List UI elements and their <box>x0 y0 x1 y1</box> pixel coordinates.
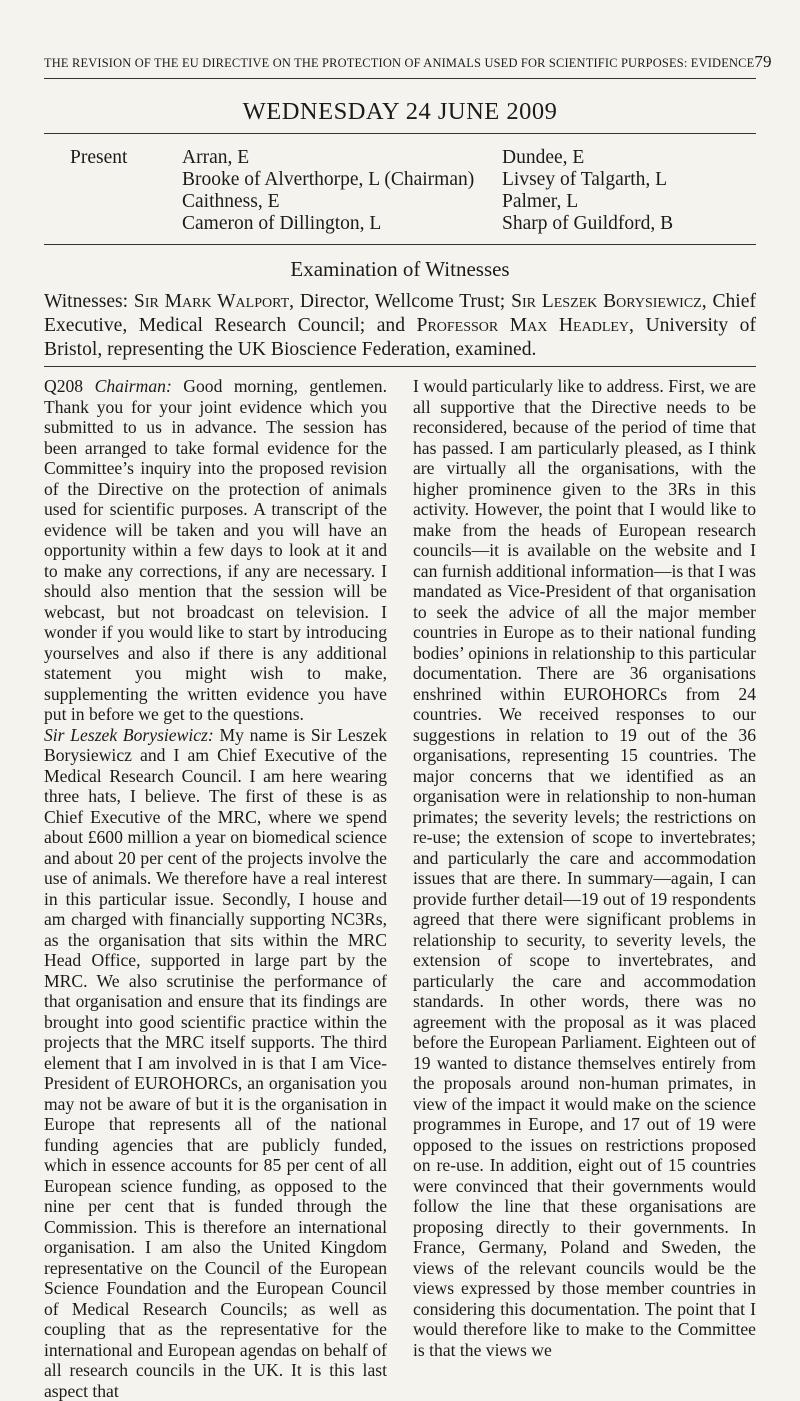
members-right-column <box>502 147 673 235</box>
section-heading: Examination of Witnesses <box>0 257 800 282</box>
question-text: Good morning, gentlemen. Thank you for your joint evidence which you submitted to us in advance. The session has been arranged to take formal evidence for the Committee’s inquiry into the proposed revision of the Directive on the protection of animals used for scientific purposes. A transcript of the evidence will be taken and you will have an opportunity within a few days to look at it and to make any corrections, if any are necessary. I should also mention that the session will be webcast, but not broadcast on television. I wonder if you would like to start by introducing yourselves and also if there is any additional statement you might wish to make, supplementing the written evidence you have put in before we get to the questions. <box>44 376 387 724</box>
witness-role: Chief Executive, Medical Research Council; and <box>44 291 756 336</box>
witnesses-lead: Witnesses: <box>44 291 128 312</box>
right-text-column <box>413 376 756 1360</box>
witness-role: Director, Wellcome Trust; <box>300 291 505 312</box>
member-name: Brooke of Alverthorpe, L (Chairman) <box>182 169 474 191</box>
member-name: Caithness, E <box>182 191 474 213</box>
present-label: Present <box>70 147 127 169</box>
member-name: Sharp of Guildford, B <box>502 213 673 235</box>
member-name: Palmer, L <box>502 191 673 213</box>
answer-continuation: I would particularly like to address. First, we are all supportive that the Directive needs to be reconsidered, because of the period of time that has passed. I am particularly pleased, as I think are virtually all the organisations, with the higher prominence given to the 3Rs in this activity. However, the point that I would like to make from the heads of European research councils—it is available on the website and I can furnish additional information—is that I was mandated as Vice-President of that organisation to seek the advice of all the major member countries in Europe as to their national funding bodies’ opinions in relationship to this particular documentation. There are 36 organisations enshrined within EUROHORCs from 24 countries. We received responses to our suggestions in relation to 19 out of the 36 organisations, representing 15 countries. The major concerns that we identified as an organisation were in relationship to non-human primates; the severity levels; the restrictions on re-use; the extension of scope to invertebrates; and particularly the care and accommodation issues that are there. In summary—again, I can provide further detail—19 out of 19 respondents agreed that there were significant problems in relationship to security, to severity levels, the extension of scope to invertebrates, and particularly the care and accommodation standards. In other words, there was no agreement with the proposal as it was placed before the European Parliament. Eighteen out of 19 wanted to distance themselves entirely from the proposals around non-human primates, in view of the impact it would make on the science programmes in Europe, and 17 out of 19 were opposed to the issues on restrictions proposed on re-use. In addition, eight out of 15 countries were convinced that their governments would follow the line that these organisations are proposing directly to their governments. In France, Germany, Poland and Sweden, the views of the relevant councils would be the views expressed by those member countries in considering this documentation. The point that I would therefore like to make to the Committee is that the views we <box>413 376 756 1360</box>
witness-name: Professor Max Headley, <box>417 315 634 336</box>
page-number: 79 <box>754 52 771 72</box>
question-number: Q208 <box>44 376 83 396</box>
witness-name: Sir Mark Walport, <box>134 291 294 312</box>
divider <box>44 133 756 134</box>
divider <box>44 366 756 367</box>
member-name: Dundee, E <box>502 147 673 169</box>
running-head-title: THE REVISION OF THE EU DIRECTIVE ON THE PROTECTION OF ANIMALS USED FOR SCIENTIFIC PURPOSES: EVIDENCE <box>44 56 754 71</box>
members-left-column <box>182 147 474 235</box>
divider <box>44 78 756 79</box>
answer-paragraph <box>44 725 387 1401</box>
answer-speaker: Sir Leszek Borysiewicz: <box>44 725 214 745</box>
member-name: Arran, E <box>182 147 474 169</box>
witness-name: Sir Leszek Borysiewicz, <box>511 291 707 312</box>
answer-text: My name is Sir Leszek Borysiewicz and I am Chief Executive of the Medical Research Council. I am here wearing three hats, I believe. The first of these is as Chief Executive of the MRC, where we spend about £600 million a year on biomedical science and about 20 per cent of the projects involve the use of animals. We therefore have a real interest in this particular issue. Secondly, I house and am charged with financially supporting NC3Rs, as the organisation that sits within the MRC Head Office, supported in large part by the MRC. We also scrutinise the performance of that organisation and ensure that its findings are brought into good scientific practice within the projects that the MRC itself supports. The third element that I am involved in is that I am Vice-President of EUROHORCs, an organisation you may not be aware of but it is the organisation in Europe that represents all of the national funding agencies that are publicly funded, which in essence accounts for 85 per cent of all European science funding, as opposed to the nine per cent that is funded through the Commission. This is therefore an international organisation. I am also the United Kingdom representative on the Council of the European Science Foundation and the European Council of Medical Research Councils; as well as coupling that as the representative for the international and European agendas on behalf of all research councils in the UK. It is this last aspect that <box>44 725 387 1401</box>
member-name: Cameron of Dillington, L <box>182 213 474 235</box>
left-text-column <box>44 376 387 1401</box>
running-head <box>44 52 756 72</box>
question-paragraph <box>44 376 387 725</box>
witness-role: University of Bristol, representing the UK Bioscience Federation, examined. <box>44 315 756 360</box>
date-heading: WEDNESDAY 24 JUNE 2009 <box>0 98 800 126</box>
divider <box>44 244 756 245</box>
question-speaker: Chairman: <box>95 376 172 396</box>
witnesses-paragraph <box>44 290 756 362</box>
member-name: Livsey of Talgarth, L <box>502 169 673 191</box>
